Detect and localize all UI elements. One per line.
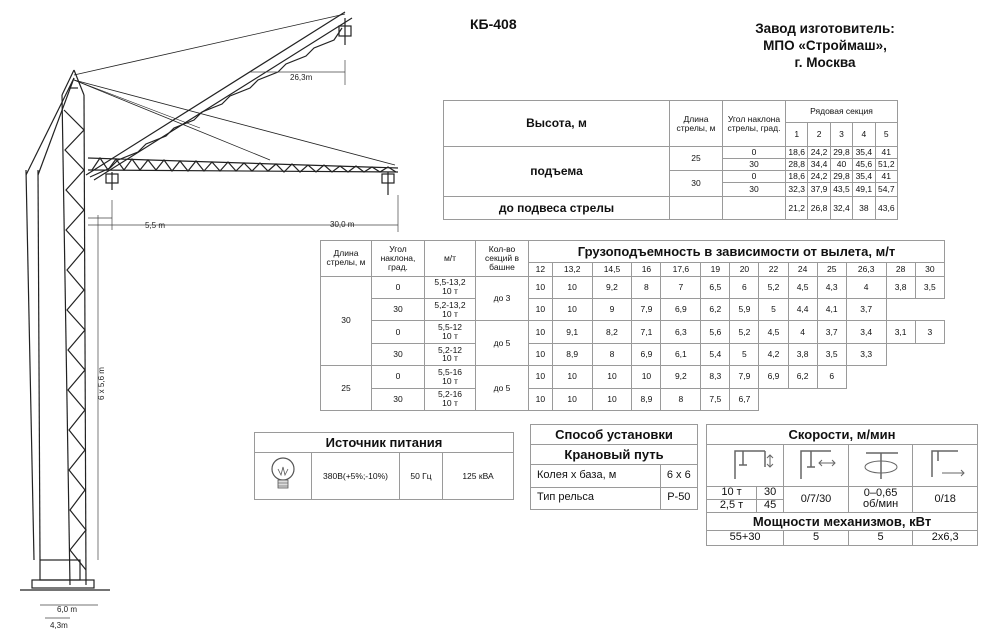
cap-mt-range: 5,5-12 [437,322,463,333]
cap-cell: 6,9 [759,366,788,388]
cap-cell: 6 [730,276,759,298]
cap-mt-range: 5,2-16 [437,389,463,400]
install-table [530,424,698,510]
cap-cell: 3 [915,321,944,343]
hcell: 41 [875,147,897,159]
hrow-angle: 30 [722,159,785,171]
cap-cell: 3,7 [846,299,886,321]
cap-cell [886,366,915,388]
hcell: 29,8 [830,147,852,159]
cap-boom: 30 [321,276,372,366]
hcell: 29,8 [830,171,852,183]
slewing-icon [848,445,913,487]
cap-mt-range: 5,5-16 [437,366,463,377]
cap-cell: 4,3 [817,276,846,298]
cap-cell: 4,1 [817,299,846,321]
cap-cell: 9,1 [552,321,592,343]
cap-cell: 3,8 [788,343,817,365]
hcell: 37,9 [808,183,830,197]
reach-header: 17,6 [661,263,701,276]
cap-mt-load: 10 т [442,398,458,409]
cap-cell [846,388,886,410]
travel-speed: 0/18 [913,486,978,512]
cap-angle: 30 [372,343,425,365]
section-5: 5 [875,123,897,147]
cap-cell: 6,3 [661,321,701,343]
cap-cell [759,388,788,410]
cap-cell: 7,5 [701,388,730,410]
cap-cell: 10 [529,343,553,365]
cap-cell: 10 [529,299,553,321]
reach-header: 19 [701,263,730,276]
reach-header: 14,5 [592,263,632,276]
reach-header: 13,2 [552,263,592,276]
cap-title: Грузоподъемность в зависимости от вылета, м/т [529,241,945,263]
cap-cell: 10 [552,388,592,410]
manufacturer-line1: Завод изготовитель: [755,21,895,36]
cap-cell: 7,1 [632,321,661,343]
cap-cell [788,388,817,410]
cap-cell: 10 [632,366,661,388]
cap-sections: до 3 [476,276,529,321]
dim-4-3: 4,3m [50,621,68,630]
cap-cell: 3,5 [915,276,944,298]
reach-header: 30 [915,263,944,276]
cap-cell: 7,9 [632,299,661,321]
hcell: 43,5 [830,183,852,197]
cap-cell: 4,2 [759,343,788,365]
power-travel: 2х6,3 [913,530,978,545]
hrow-angle: 0 [722,147,785,159]
power-slewing: 5 [848,530,913,545]
hcell: 21,2 [785,197,807,220]
cap-cell: 3,7 [817,321,846,343]
hcell: 51,2 [875,159,897,171]
susp-label: до подвеса стрелы [444,197,670,220]
cap-cell: 9,2 [661,366,701,388]
cap-cell: 4,5 [759,321,788,343]
dim-30: 30,0 m [330,220,355,229]
cap-cell: 6,2 [788,366,817,388]
hrow-angle: 30 [722,183,785,197]
cap-cell [915,388,944,410]
cap-cell [886,388,915,410]
cap-cell: 4 [788,321,817,343]
cap-angle: 30 [372,299,425,321]
cap-cell: 3,1 [886,321,915,343]
cap-cell: 10 [529,388,553,410]
trolley-speed: 0/7/30 [784,486,849,512]
section-2: 2 [808,123,830,147]
hcell: 49,1 [853,183,875,197]
hcell: 40 [830,159,852,171]
cap-angle: 30 [372,388,425,410]
dim-6-0: 6,0 m [57,605,78,614]
cap-mt-load: 10 т [442,331,458,342]
h-angle: Угол наклона стрелы, град. [722,101,785,147]
cap-cell: 5,2 [730,321,759,343]
cap-cell: 3,4 [846,321,886,343]
lightbulb-icon [255,453,312,500]
power-mech-title: Мощности механизмов, кВт [707,512,978,530]
hcell: 24,2 [808,171,830,183]
cap-cell: 6,5 [701,276,730,298]
hoist-load-2: 2,5 т [707,499,757,512]
cap-cell: 6,1 [661,343,701,365]
section-4: 4 [853,123,875,147]
manufacturer [740,20,910,71]
model-title: КБ-408 [470,16,517,32]
cap-cell: 10 [552,366,592,388]
cap-angle: 0 [372,366,425,388]
hcell: 34,4 [808,159,830,171]
hoist-speed-2: 45 [757,499,784,512]
travel-icon [913,445,978,487]
cap-boom: 25 [321,366,372,411]
cap-mt [425,321,476,343]
hrow-boom: 30 [669,171,722,197]
susp-empty [669,197,722,220]
hcell: 24,2 [808,147,830,159]
cap-cell: 8,9 [552,343,592,365]
power-kva: 125 кВА [443,453,514,500]
hcell: 32,4 [830,197,852,220]
lift-label: подъема [444,147,670,197]
susp-empty [722,197,785,220]
cap-sections: до 5 [476,366,529,411]
capacity-table [320,240,945,411]
rail-value: Р-50 [660,487,697,510]
manufacturer-line2: МПО «Строймаш», [763,38,887,53]
cap-cell: 7,9 [730,366,759,388]
hcell: 41 [875,171,897,183]
cap-cell [886,343,915,365]
cap-cell [886,299,915,321]
cap-cell [915,343,944,365]
cap-cell: 6 [817,366,846,388]
cap-cell: 8,2 [592,321,632,343]
cap-mt [425,276,476,298]
cap-cell: 5 [730,343,759,365]
hrow-angle: 0 [722,171,785,183]
power-trolley: 5 [784,530,849,545]
cap-mt-load: 10 т [442,286,458,297]
reach-header: 20 [730,263,759,276]
cap-cell: 10 [592,388,632,410]
cap-cell: 8,9 [632,388,661,410]
cap-cell: 10 [529,321,553,343]
reach-header: 28 [886,263,915,276]
cap-cell [915,299,944,321]
reach-header: 12 [529,263,553,276]
power-voltage: 380В(+5%;-10%) [312,453,400,500]
cap-cell: 9 [592,299,632,321]
dim-5-5: 5,5 m [145,221,166,230]
dim-6x5-6: 6 x 5,6 m [97,367,106,400]
cap-mt-load: 10 т [442,308,458,319]
manufacturer-line3: г. Москва [794,55,856,70]
cap-cell [915,366,944,388]
cap-cell: 3,3 [846,343,886,365]
cap-cell [817,388,846,410]
reach-header: 16 [632,263,661,276]
track-value: 6 х 6 [660,465,697,488]
reach-header: 22 [759,263,788,276]
cap-angle: 0 [372,276,425,298]
power-freq: 50 Гц [400,453,443,500]
cap-cell: 6,9 [661,299,701,321]
dim-26-3: 26,3m [290,73,313,82]
hcell: 32,3 [785,183,807,197]
cap-cell [846,366,886,388]
hcell: 18,6 [785,171,807,183]
cap-mt [425,299,476,321]
cap-cell: 5,2 [759,276,788,298]
cap-sections: до 5 [476,321,529,366]
cap-cell: 9,2 [592,276,632,298]
hrow-boom: 25 [669,147,722,171]
power-hoist: 55+30 [707,530,784,545]
cap-mt-range: 5,5-13,2 [434,277,466,288]
cap-cell: 10 [552,299,592,321]
cap-cell: 10 [592,366,632,388]
hcell: 35,4 [853,147,875,159]
cap-cell: 4,4 [788,299,817,321]
hcell: 38 [853,197,875,220]
cap-cell: 10 [529,366,553,388]
hcell: 45,6 [853,159,875,171]
hcell: 18,6 [785,147,807,159]
cap-cell: 4 [846,276,886,298]
cap-mt [425,388,476,410]
cap-h-sections: Кол-во секций в башне [476,241,529,277]
cap-cell: 10 [552,276,592,298]
cap-cell: 6,9 [632,343,661,365]
hoist-speed-1: 30 [757,486,784,499]
cap-cell: 8 [661,388,701,410]
cap-h-mt: м/т [425,241,476,277]
reach-header: 25 [817,263,846,276]
hcell: 54,7 [875,183,897,197]
install-title: Способ установки [531,425,698,445]
cap-cell: 5 [759,299,788,321]
cap-cell: 5,9 [730,299,759,321]
power-table [254,432,514,500]
cap-mt [425,343,476,365]
trolley-icon [784,445,849,487]
cap-cell: 4,5 [788,276,817,298]
section-3: 3 [830,123,852,147]
height-table [443,100,898,220]
reach-header: 26,3 [846,263,886,276]
cap-cell: 8 [592,343,632,365]
speeds-table [706,424,978,546]
power-title: Источник питания [255,433,514,453]
cap-h-boom: Длина стрелы, м [321,241,372,277]
cap-mt-range: 5,2-12 [437,344,463,355]
cap-mt-load: 10 т [442,375,458,386]
install-subtitle: Крановый путь [531,445,698,465]
cap-cell: 5,4 [701,343,730,365]
track-label: Колея х база, м [531,465,661,488]
rail-label: Тип рельса [531,487,661,510]
cap-h-angle: Угол наклона, град. [372,241,425,277]
cap-angle: 0 [372,321,425,343]
cap-cell: 7 [661,276,701,298]
speeds-title: Скорости, м/мин [707,425,978,445]
slewing-speed-2: об/мин [862,498,899,511]
cap-mt-load: 10 т [442,353,458,364]
hcell: 35,4 [853,171,875,183]
hoist-icon [707,445,784,487]
cap-cell: 3,8 [886,276,915,298]
h-height: Высота, м [444,101,670,147]
cap-cell: 3,5 [817,343,846,365]
section-1: 1 [785,123,807,147]
hoist-load-1: 10 т [707,486,757,499]
hcell: 28,8 [785,159,807,171]
cap-mt-range: 5,2-13,2 [434,299,466,310]
cap-cell: 6,7 [730,388,759,410]
h-boom: Длина стрелы, м [669,101,722,147]
reach-header: 24 [788,263,817,276]
hcell: 26,8 [808,197,830,220]
cap-cell: 8 [632,276,661,298]
slewing-speed [848,486,913,512]
cap-cell: 5,6 [701,321,730,343]
h-section: Рядовая секция [785,101,897,123]
slewing-speed-1: 0–0,65 [863,486,898,499]
cap-cell: 6,2 [701,299,730,321]
cap-mt [425,366,476,388]
cap-cell: 8,3 [701,366,730,388]
cap-cell: 10 [529,276,553,298]
hcell: 43,6 [875,197,897,220]
